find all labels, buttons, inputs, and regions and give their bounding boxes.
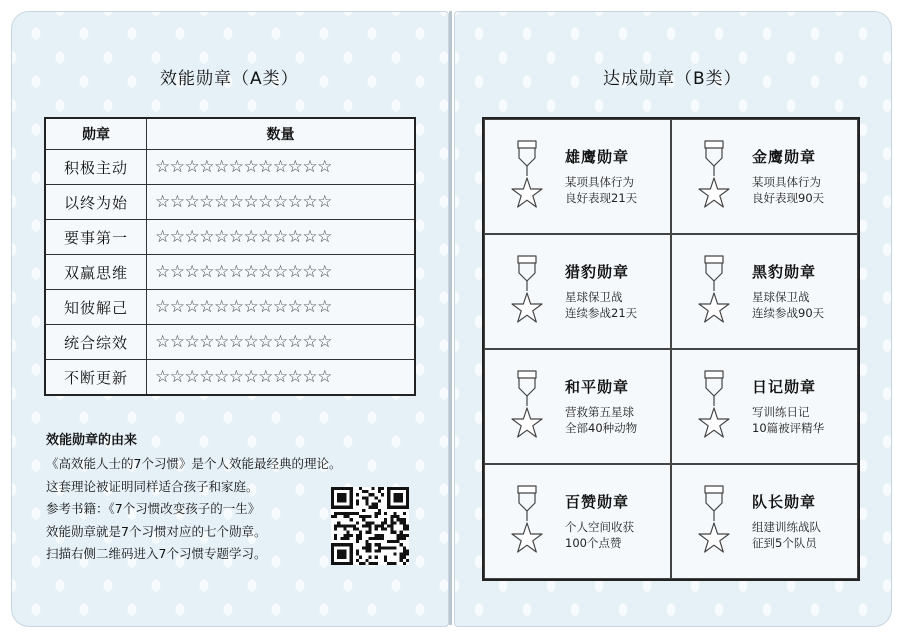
badge-name: 不断更新	[45, 360, 147, 396]
badge-name: 双赢思维	[45, 255, 147, 290]
badge-name: 统合综效	[45, 325, 147, 360]
medal-icon	[507, 255, 547, 331]
star-rating[interactable]: ☆☆☆☆☆☆☆☆☆☆☆☆	[147, 185, 416, 220]
medal-icon	[507, 370, 547, 446]
badge-card	[484, 119, 671, 234]
origin-line: 效能勋章就是7个习惯对应的七个勋章。	[46, 523, 267, 539]
achievement-badge-grid	[482, 117, 860, 581]
badge-description	[565, 174, 637, 206]
star-rating[interactable]: ☆☆☆☆☆☆☆☆☆☆☆☆	[147, 290, 416, 325]
star-rating[interactable]: ☆☆☆☆☆☆☆☆☆☆☆☆	[147, 150, 416, 185]
medal-icon	[694, 255, 734, 331]
origin-line: 《高效能人士的7个习惯》是个人效能最经典的理论。	[46, 456, 342, 471]
badge-name: 知彼解己	[45, 290, 147, 325]
badge-name: 要事第一	[45, 220, 147, 255]
origin-line: 参考书籍：《7个习惯改变孩子的一生》	[46, 501, 261, 516]
table-row	[45, 185, 415, 220]
badge-title: 金鹰勋章	[752, 148, 817, 166]
badge-desc-line: 连续参战90天	[752, 306, 825, 320]
badge-desc-line: 连续参战21天	[565, 306, 638, 320]
star-rating[interactable]: ☆☆☆☆☆☆☆☆☆☆☆☆	[147, 255, 416, 290]
badge-desc-line: 某项具体行为	[565, 175, 634, 189]
badge-title: 队长勋章	[752, 493, 817, 511]
badge-title: 黑豹勋章	[752, 263, 817, 281]
badge-card	[671, 119, 858, 234]
medal-icon	[694, 485, 734, 561]
badge-desc-line: 星球保卫战	[752, 290, 810, 304]
medal-icon	[507, 140, 547, 216]
table-row	[45, 255, 415, 290]
table-row	[45, 360, 415, 396]
star-rating[interactable]: ☆☆☆☆☆☆☆☆☆☆☆☆	[147, 360, 416, 396]
book-spine	[449, 11, 452, 625]
col-header-count: 数量	[147, 118, 416, 150]
badge-card	[484, 464, 671, 579]
badge-card	[484, 234, 671, 349]
badge-desc-line: 良好表现21天	[565, 191, 638, 205]
badge-desc-line: 营救第五星球	[565, 405, 634, 419]
badge-name: 以终为始	[45, 185, 147, 220]
badge-description	[565, 404, 637, 436]
origin-heading: 效能勋章的由来	[46, 433, 138, 448]
badge-desc-line: 写训练日记	[752, 405, 810, 419]
table-header-row	[45, 118, 415, 150]
badge-title: 和平勋章	[565, 378, 630, 396]
badge-desc-line: 100个点赞	[565, 536, 622, 550]
badge-desc-line: 某项具体行为	[752, 175, 821, 189]
badge-description	[565, 289, 637, 321]
badge-title: 百赞勋章	[565, 493, 630, 511]
table-row	[45, 220, 415, 255]
badge-name: 积极主动	[45, 150, 147, 185]
badge-desc-line: 全部40种动物	[565, 421, 638, 435]
efficiency-badge-table	[44, 117, 416, 396]
badge-card	[671, 464, 858, 579]
badge-title: 日记勋章	[752, 378, 817, 396]
badge-description	[752, 519, 821, 551]
qr-code[interactable]	[331, 487, 409, 565]
medal-icon	[507, 485, 547, 561]
badge-card	[671, 349, 858, 464]
badge-description	[565, 519, 634, 551]
badge-desc-line: 良好表现90天	[752, 191, 825, 205]
badge-desc-line: 个人空间收获	[565, 520, 634, 534]
badge-description	[752, 174, 824, 206]
badge-description	[752, 404, 824, 436]
star-rating[interactable]: ☆☆☆☆☆☆☆☆☆☆☆☆	[147, 325, 416, 360]
badge-desc-line: 组建训练战队	[752, 520, 821, 534]
badge-description	[752, 289, 824, 321]
right-page-title: 达成勋章（B类）	[603, 69, 742, 89]
left-page-title: 效能勋章（A类）	[160, 69, 299, 89]
badge-title: 雄鹰勋章	[565, 148, 630, 166]
origin-line: 这套理论被证明同样适合孩子和家庭。	[46, 478, 259, 494]
badge-desc-line: 征到5个队员	[752, 536, 817, 550]
table-row	[45, 325, 415, 360]
medal-icon	[694, 140, 734, 216]
medal-icon	[694, 370, 734, 446]
badge-title: 猎豹勋章	[565, 263, 630, 281]
badge-desc-line: 星球保卫战	[565, 290, 623, 304]
table-row	[45, 150, 415, 185]
badge-desc-line: 10篇被评精华	[752, 421, 825, 435]
star-rating[interactable]: ☆☆☆☆☆☆☆☆☆☆☆☆	[147, 220, 416, 255]
origin-line: 扫描右侧二维码进入7个习惯专题学习。	[46, 546, 267, 561]
badge-card	[484, 349, 671, 464]
col-header-badge: 勋章	[45, 118, 147, 150]
badge-card	[671, 234, 858, 349]
table-row	[45, 290, 415, 325]
